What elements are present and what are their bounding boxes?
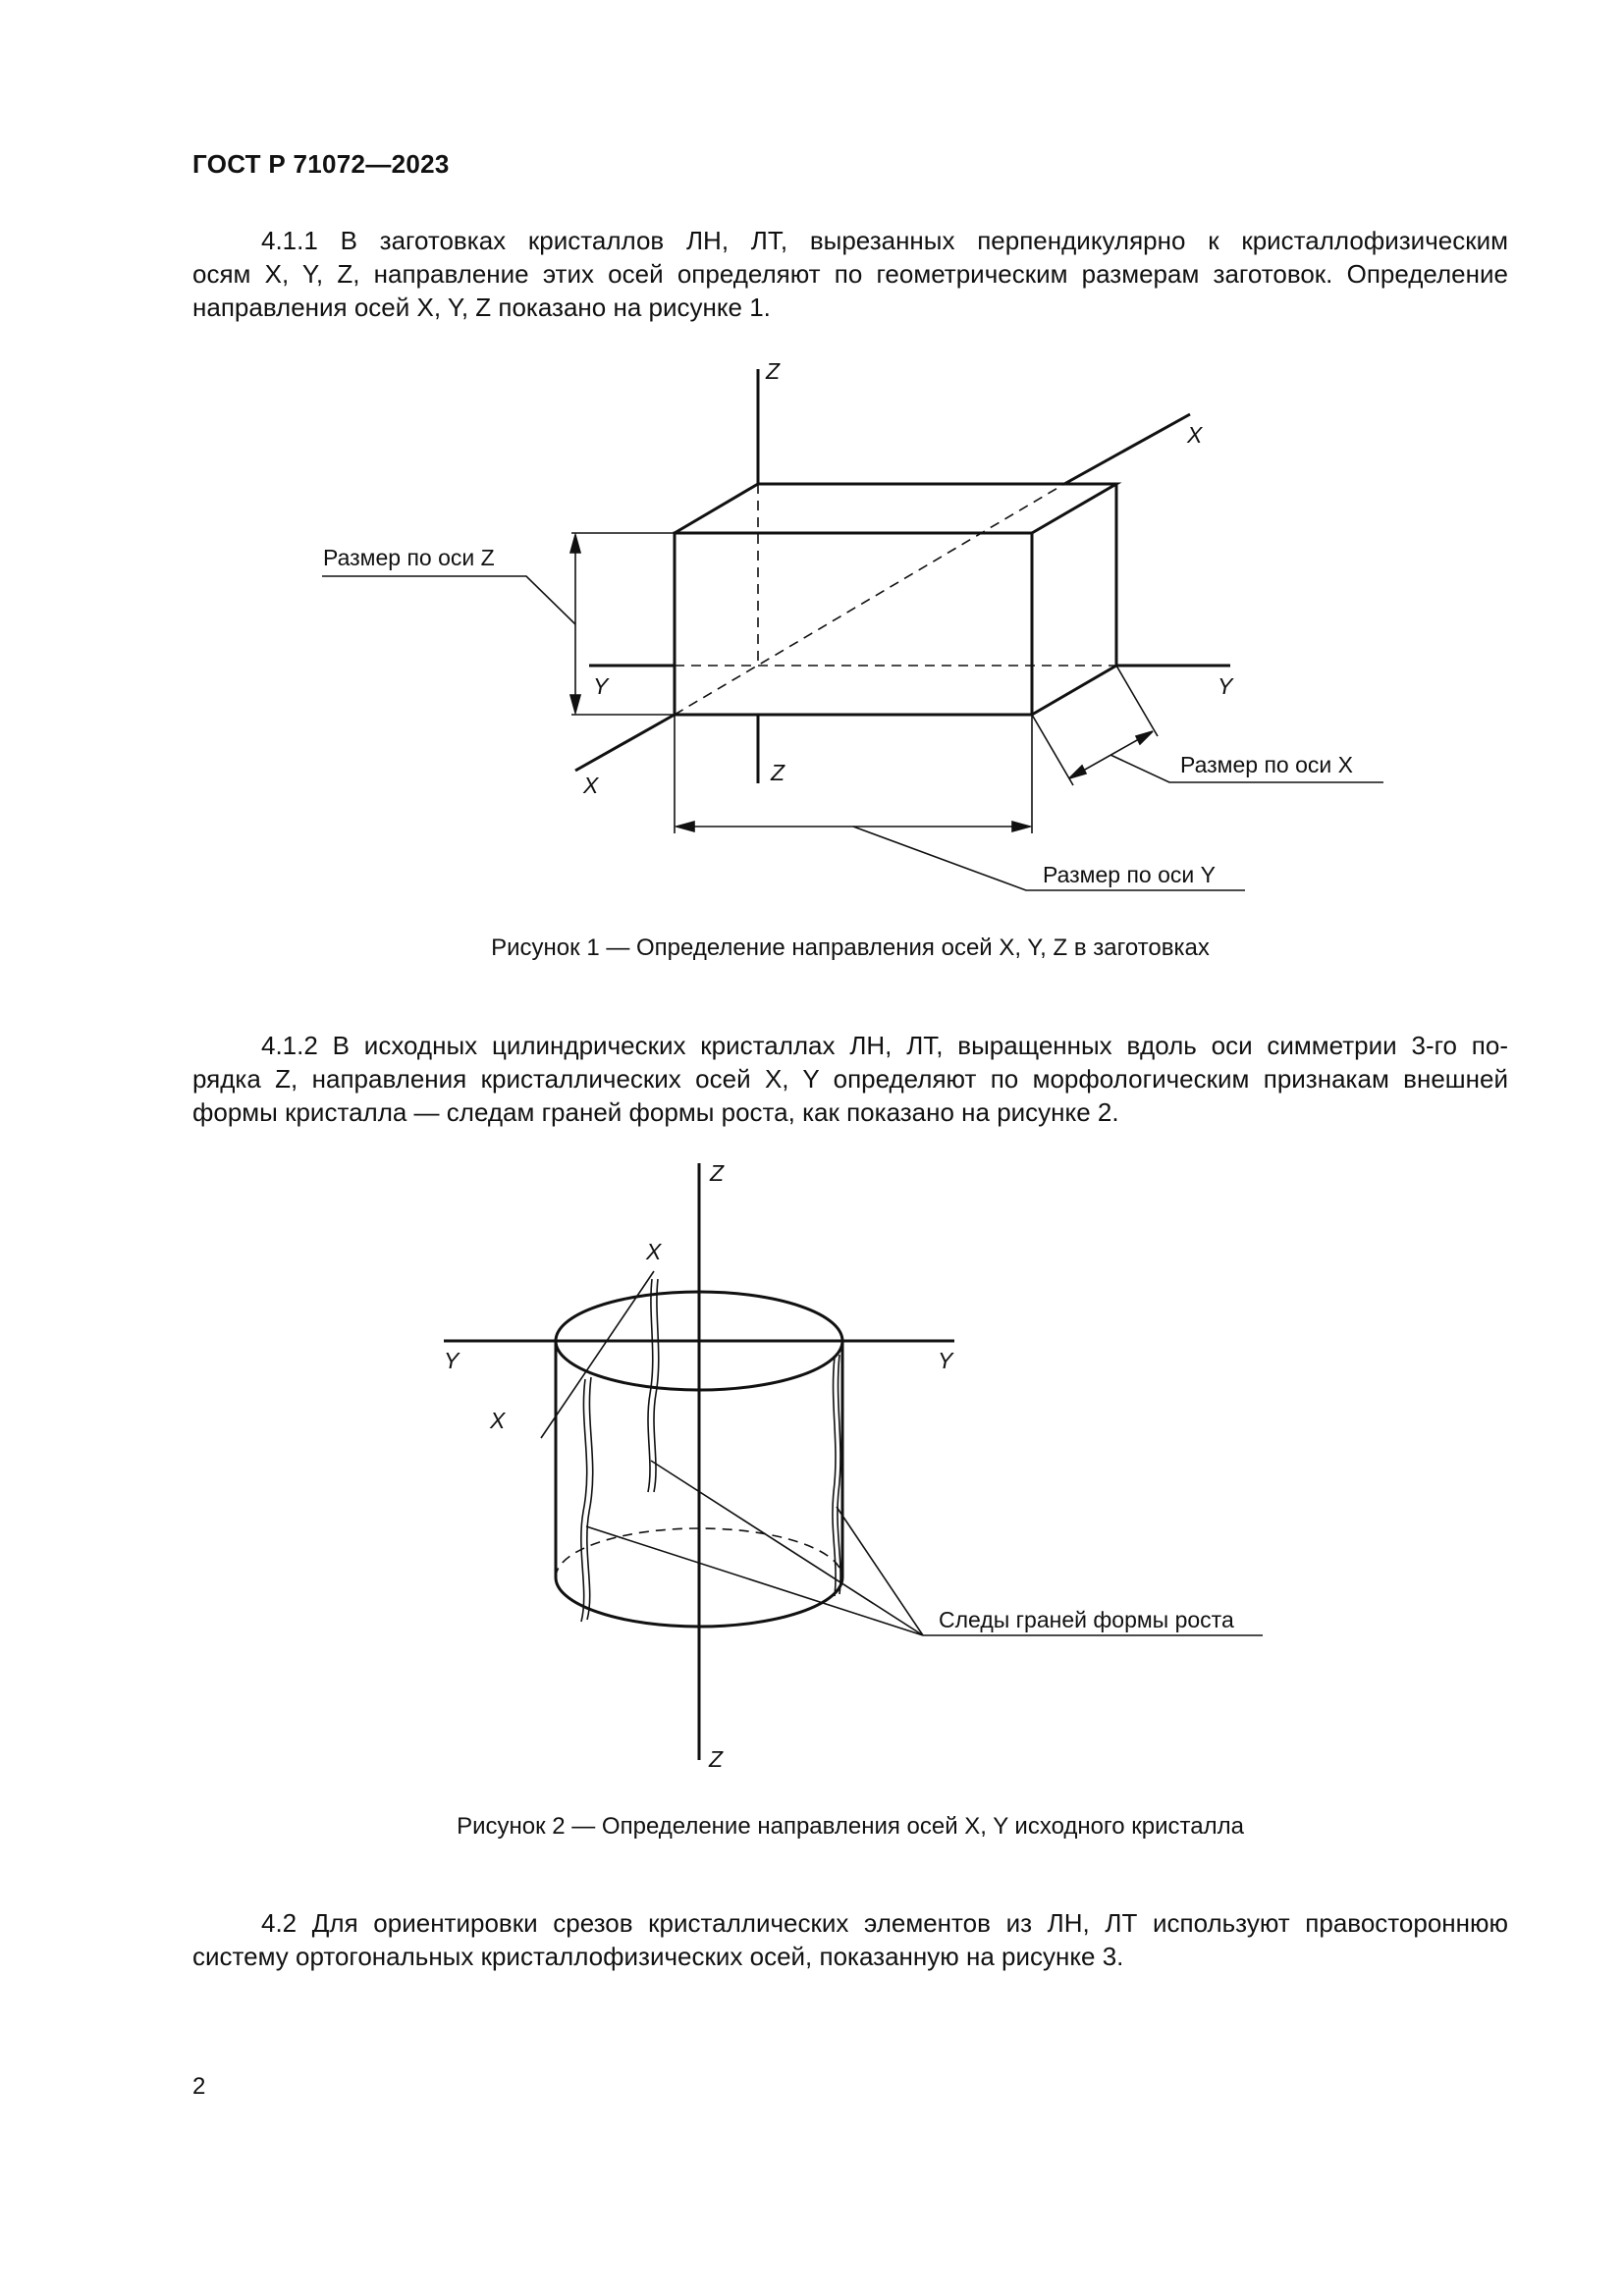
paragraph-line: направления осей X, Y, Z показано на рисунке 1. [192,293,771,322]
figure2-axis-x-left-label: X [490,1408,506,1433]
paragraph-line: 4.2 Для ориентировки срезов кристаллических элементов из ЛН, ЛТ используют правостороннюю [261,1908,1508,1938]
figure1-axis-z-top-label: Z [766,358,781,384]
page-number: 2 [192,2073,206,2100]
figure-1-caption: Рисунок 1 — Определение направления осей X, Y, Z в заготовках [491,934,1210,961]
figure2-axis-y-right-label: Y [938,1348,953,1373]
figure2-axis-z-bottom-label: Z [709,1746,724,1772]
figure2-axis-z-top-label: Z [710,1160,725,1186]
paragraph-4-2 [192,1906,1508,1973]
label-size-y: Размер по оси Y [1043,862,1216,887]
figure2-axis-y-left-label: Y [444,1348,460,1373]
figure-2-caption: Рисунок 2 — Определение направления осей X, Y исходного кристалла [457,1813,1244,1840]
paragraph-line: рядка Z, направления кристаллических осей X, Y определяют по морфологическим признакам внешней [192,1064,1508,1094]
figure1-axis-x-bottom-label: X [583,773,599,798]
figure1-axis-y-right-label: Y [1218,673,1233,699]
growth-trace [838,1355,840,1594]
figure2-axis-x-top-label: X [646,1239,662,1264]
paragraph-line: формы кристалла — следам граней формы роста, как показано на рисунке 2. [192,1097,1119,1127]
growth-trace [654,1279,659,1492]
paragraph-line: осям X, Y, Z, направление этих осей определяют по геометрическим размерам заготовок. Определение [192,259,1508,289]
growth-trace [587,1377,593,1620]
figure1-axis-x-top-label: X [1187,422,1203,448]
figure1-axis-z-bottom-label: Z [771,760,785,785]
label-growth-traces: Следы граней формы роста [939,1607,1234,1632]
growth-trace [581,1379,587,1622]
label-size-z: Размер по оси Z [323,545,495,570]
paragraph-line: 4.1.2 В исходных цилиндрических кристаллах ЛН, ЛТ, выращенных вдоль оси симметрии 3-го по- [261,1031,1508,1060]
figure1-axis-y-left-label: Y [593,673,609,699]
paragraph-line: 4.1.1 В заготовках кристаллов ЛН, ЛТ, вырезанных перпендикулярно к кристаллофизическим [261,226,1508,255]
label-size-x: Размер по оси X [1180,752,1353,777]
paragraph-line: систему ортогональных кристаллофизических осей, показанную на рисунке 3. [192,1942,1124,1971]
axis-x-line [541,1271,654,1438]
document-header: ГОСТ Р 71072—2023 [192,149,450,179]
